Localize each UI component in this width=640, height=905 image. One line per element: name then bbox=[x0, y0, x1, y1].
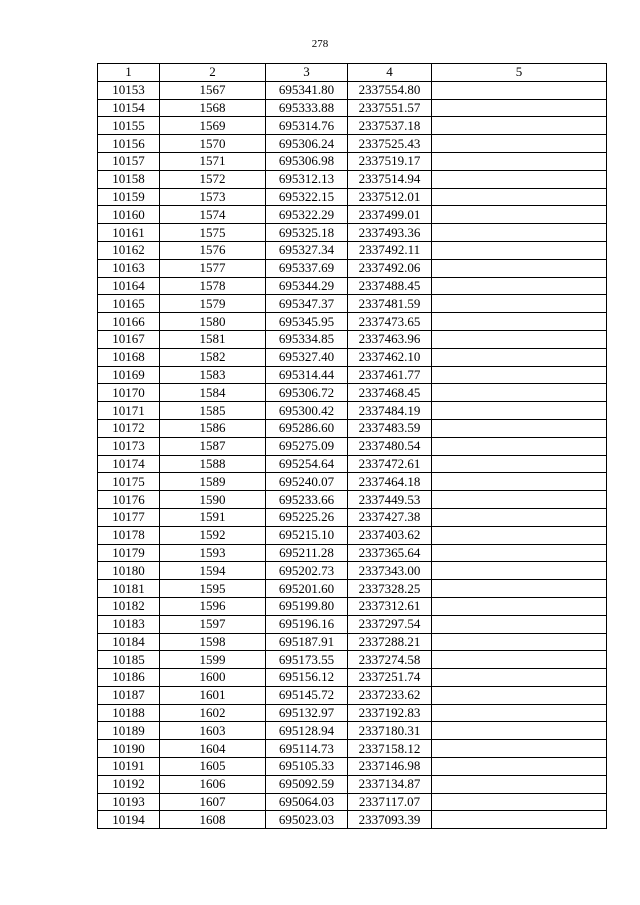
x-coordinate-cell: 695341.80 bbox=[266, 81, 348, 99]
y-coordinate-cell: 2337297.54 bbox=[348, 615, 432, 633]
point-id-cell: 10180 bbox=[98, 562, 160, 580]
note-cell bbox=[432, 206, 607, 224]
note-cell bbox=[432, 419, 607, 437]
note-cell bbox=[432, 793, 607, 811]
column-header-2: 2 bbox=[160, 64, 266, 82]
table-row bbox=[98, 633, 607, 651]
table-row bbox=[98, 544, 607, 562]
point-id-cell: 10183 bbox=[98, 615, 160, 633]
point-number-cell: 1603 bbox=[160, 722, 266, 740]
point-number-cell: 1584 bbox=[160, 384, 266, 402]
point-number-cell: 1585 bbox=[160, 402, 266, 420]
x-coordinate-cell: 695306.24 bbox=[266, 135, 348, 153]
note-cell bbox=[432, 651, 607, 669]
point-id-cell: 10166 bbox=[98, 313, 160, 331]
point-id-cell: 10187 bbox=[98, 686, 160, 704]
x-coordinate-cell: 695306.98 bbox=[266, 152, 348, 170]
note-cell bbox=[432, 669, 607, 687]
note-cell bbox=[432, 295, 607, 313]
x-coordinate-cell: 695275.09 bbox=[266, 437, 348, 455]
point-id-cell: 10175 bbox=[98, 473, 160, 491]
point-id-cell: 10156 bbox=[98, 135, 160, 153]
y-coordinate-cell: 2337251.74 bbox=[348, 669, 432, 687]
point-id-cell: 10184 bbox=[98, 633, 160, 651]
note-cell bbox=[432, 402, 607, 420]
table-row bbox=[98, 135, 607, 153]
point-id-cell: 10167 bbox=[98, 330, 160, 348]
x-coordinate-cell: 695327.34 bbox=[266, 241, 348, 259]
y-coordinate-cell: 2337449.53 bbox=[348, 491, 432, 509]
y-coordinate-cell: 2337492.11 bbox=[348, 241, 432, 259]
table-row bbox=[98, 811, 607, 829]
note-cell bbox=[432, 597, 607, 615]
table-row bbox=[98, 722, 607, 740]
x-coordinate-cell: 695196.16 bbox=[266, 615, 348, 633]
point-number-cell: 1572 bbox=[160, 170, 266, 188]
y-coordinate-cell: 2337403.62 bbox=[348, 526, 432, 544]
table-row bbox=[98, 241, 607, 259]
point-number-cell: 1605 bbox=[160, 758, 266, 776]
point-id-cell: 10177 bbox=[98, 508, 160, 526]
point-id-cell: 10176 bbox=[98, 491, 160, 509]
point-number-cell: 1570 bbox=[160, 135, 266, 153]
y-coordinate-cell: 2337480.54 bbox=[348, 437, 432, 455]
y-coordinate-cell: 2337328.25 bbox=[348, 580, 432, 598]
point-id-cell: 10155 bbox=[98, 117, 160, 135]
x-coordinate-cell: 695199.80 bbox=[266, 597, 348, 615]
y-coordinate-cell: 2337551.57 bbox=[348, 99, 432, 117]
point-id-cell: 10168 bbox=[98, 348, 160, 366]
y-coordinate-cell: 2337158.12 bbox=[348, 740, 432, 758]
point-id-cell: 10174 bbox=[98, 455, 160, 473]
table-row bbox=[98, 455, 607, 473]
note-cell bbox=[432, 740, 607, 758]
point-number-cell: 1582 bbox=[160, 348, 266, 366]
point-number-cell: 1576 bbox=[160, 241, 266, 259]
point-number-cell: 1597 bbox=[160, 615, 266, 633]
point-number-cell: 1598 bbox=[160, 633, 266, 651]
note-cell bbox=[432, 81, 607, 99]
point-number-cell: 1591 bbox=[160, 508, 266, 526]
y-coordinate-cell: 2337484.19 bbox=[348, 402, 432, 420]
table-row bbox=[98, 152, 607, 170]
point-number-cell: 1590 bbox=[160, 491, 266, 509]
y-coordinate-cell: 2337233.62 bbox=[348, 686, 432, 704]
x-coordinate-cell: 695202.73 bbox=[266, 562, 348, 580]
x-coordinate-cell: 695240.07 bbox=[266, 473, 348, 491]
y-coordinate-cell: 2337492.06 bbox=[348, 259, 432, 277]
y-coordinate-cell: 2337288.21 bbox=[348, 633, 432, 651]
note-cell bbox=[432, 99, 607, 117]
point-number-cell: 1606 bbox=[160, 775, 266, 793]
table-row bbox=[98, 419, 607, 437]
point-number-cell: 1574 bbox=[160, 206, 266, 224]
point-id-cell: 10163 bbox=[98, 259, 160, 277]
x-coordinate-cell: 695114.73 bbox=[266, 740, 348, 758]
y-coordinate-cell: 2337481.59 bbox=[348, 295, 432, 313]
column-header-3: 3 bbox=[266, 64, 348, 82]
note-cell bbox=[432, 277, 607, 295]
point-id-cell: 10194 bbox=[98, 811, 160, 829]
note-cell bbox=[432, 615, 607, 633]
y-coordinate-cell: 2337512.01 bbox=[348, 188, 432, 206]
point-number-cell: 1575 bbox=[160, 224, 266, 242]
x-coordinate-cell: 695322.29 bbox=[266, 206, 348, 224]
y-coordinate-cell: 2337463.96 bbox=[348, 330, 432, 348]
point-number-cell: 1577 bbox=[160, 259, 266, 277]
table-row bbox=[98, 330, 607, 348]
x-coordinate-cell: 695306.72 bbox=[266, 384, 348, 402]
x-coordinate-cell: 695128.94 bbox=[266, 722, 348, 740]
table-row bbox=[98, 669, 607, 687]
x-coordinate-cell: 695314.76 bbox=[266, 117, 348, 135]
table-row bbox=[98, 206, 607, 224]
x-coordinate-cell: 695334.85 bbox=[266, 330, 348, 348]
point-id-cell: 10181 bbox=[98, 580, 160, 598]
y-coordinate-cell: 2337525.43 bbox=[348, 135, 432, 153]
y-coordinate-cell: 2337519.17 bbox=[348, 152, 432, 170]
table-header-row bbox=[98, 64, 607, 82]
x-coordinate-cell: 695314.44 bbox=[266, 366, 348, 384]
point-number-cell: 1588 bbox=[160, 455, 266, 473]
table-row bbox=[98, 580, 607, 598]
y-coordinate-cell: 2337117.07 bbox=[348, 793, 432, 811]
table-row bbox=[98, 793, 607, 811]
y-coordinate-cell: 2337146.98 bbox=[348, 758, 432, 776]
note-cell bbox=[432, 544, 607, 562]
table-row bbox=[98, 402, 607, 420]
column-header-4: 4 bbox=[348, 64, 432, 82]
note-cell bbox=[432, 775, 607, 793]
point-id-cell: 10189 bbox=[98, 722, 160, 740]
column-header-5: 5 bbox=[432, 64, 607, 82]
point-number-cell: 1602 bbox=[160, 704, 266, 722]
note-cell bbox=[432, 384, 607, 402]
table-row bbox=[98, 704, 607, 722]
point-number-cell: 1581 bbox=[160, 330, 266, 348]
x-coordinate-cell: 695215.10 bbox=[266, 526, 348, 544]
x-coordinate-cell: 695105.33 bbox=[266, 758, 348, 776]
table-row bbox=[98, 473, 607, 491]
y-coordinate-cell: 2337499.01 bbox=[348, 206, 432, 224]
point-id-cell: 10154 bbox=[98, 99, 160, 117]
y-coordinate-cell: 2337488.45 bbox=[348, 277, 432, 295]
point-id-cell: 10165 bbox=[98, 295, 160, 313]
note-cell bbox=[432, 722, 607, 740]
column-header-1: 1 bbox=[98, 64, 160, 82]
x-coordinate-cell: 695132.97 bbox=[266, 704, 348, 722]
point-number-cell: 1580 bbox=[160, 313, 266, 331]
note-cell bbox=[432, 526, 607, 544]
x-coordinate-cell: 695145.72 bbox=[266, 686, 348, 704]
x-coordinate-cell: 695337.69 bbox=[266, 259, 348, 277]
note-cell bbox=[432, 348, 607, 366]
point-id-cell: 10172 bbox=[98, 419, 160, 437]
table-row bbox=[98, 99, 607, 117]
y-coordinate-cell: 2337554.80 bbox=[348, 81, 432, 99]
point-id-cell: 10186 bbox=[98, 669, 160, 687]
note-cell bbox=[432, 562, 607, 580]
x-coordinate-cell: 695211.28 bbox=[266, 544, 348, 562]
point-id-cell: 10179 bbox=[98, 544, 160, 562]
note-cell bbox=[432, 259, 607, 277]
point-number-cell: 1594 bbox=[160, 562, 266, 580]
x-coordinate-cell: 695344.29 bbox=[266, 277, 348, 295]
x-coordinate-cell: 695345.95 bbox=[266, 313, 348, 331]
point-id-cell: 10159 bbox=[98, 188, 160, 206]
table-body bbox=[98, 64, 607, 829]
y-coordinate-cell: 2337343.00 bbox=[348, 562, 432, 580]
x-coordinate-cell: 695064.03 bbox=[266, 793, 348, 811]
x-coordinate-cell: 695347.37 bbox=[266, 295, 348, 313]
point-number-cell: 1596 bbox=[160, 597, 266, 615]
note-cell bbox=[432, 330, 607, 348]
y-coordinate-cell: 2337093.39 bbox=[348, 811, 432, 829]
table-row bbox=[98, 491, 607, 509]
point-id-cell: 10162 bbox=[98, 241, 160, 259]
y-coordinate-cell: 2337180.31 bbox=[348, 722, 432, 740]
y-coordinate-cell: 2337365.64 bbox=[348, 544, 432, 562]
y-coordinate-cell: 2337537.18 bbox=[348, 117, 432, 135]
y-coordinate-cell: 2337514.94 bbox=[348, 170, 432, 188]
x-coordinate-cell: 695233.66 bbox=[266, 491, 348, 509]
x-coordinate-cell: 695023.03 bbox=[266, 811, 348, 829]
table-row bbox=[98, 740, 607, 758]
note-cell bbox=[432, 758, 607, 776]
note-cell bbox=[432, 580, 607, 598]
note-cell bbox=[432, 170, 607, 188]
point-number-cell: 1595 bbox=[160, 580, 266, 598]
x-coordinate-cell: 695286.60 bbox=[266, 419, 348, 437]
point-number-cell: 1600 bbox=[160, 669, 266, 687]
y-coordinate-cell: 2337192.83 bbox=[348, 704, 432, 722]
x-coordinate-cell: 695173.55 bbox=[266, 651, 348, 669]
point-number-cell: 1579 bbox=[160, 295, 266, 313]
point-number-cell: 1601 bbox=[160, 686, 266, 704]
y-coordinate-cell: 2337472.61 bbox=[348, 455, 432, 473]
note-cell bbox=[432, 117, 607, 135]
note-cell bbox=[432, 633, 607, 651]
point-id-cell: 10190 bbox=[98, 740, 160, 758]
note-cell bbox=[432, 188, 607, 206]
y-coordinate-cell: 2337274.58 bbox=[348, 651, 432, 669]
x-coordinate-cell: 695187.91 bbox=[266, 633, 348, 651]
point-number-cell: 1586 bbox=[160, 419, 266, 437]
point-id-cell: 10178 bbox=[98, 526, 160, 544]
note-cell bbox=[432, 491, 607, 509]
table-row bbox=[98, 562, 607, 580]
point-number-cell: 1608 bbox=[160, 811, 266, 829]
table-row bbox=[98, 313, 607, 331]
point-id-cell: 10173 bbox=[98, 437, 160, 455]
table-row bbox=[98, 277, 607, 295]
table-row bbox=[98, 615, 607, 633]
table-row bbox=[98, 758, 607, 776]
y-coordinate-cell: 2337493.36 bbox=[348, 224, 432, 242]
table-row bbox=[98, 437, 607, 455]
note-cell bbox=[432, 241, 607, 259]
point-number-cell: 1568 bbox=[160, 99, 266, 117]
x-coordinate-cell: 695300.42 bbox=[266, 402, 348, 420]
note-cell bbox=[432, 811, 607, 829]
y-coordinate-cell: 2337312.61 bbox=[348, 597, 432, 615]
point-id-cell: 10182 bbox=[98, 597, 160, 615]
point-number-cell: 1604 bbox=[160, 740, 266, 758]
y-coordinate-cell: 2337473.65 bbox=[348, 313, 432, 331]
y-coordinate-cell: 2337461.77 bbox=[348, 366, 432, 384]
x-coordinate-cell: 695322.15 bbox=[266, 188, 348, 206]
point-number-cell: 1593 bbox=[160, 544, 266, 562]
point-number-cell: 1589 bbox=[160, 473, 266, 491]
x-coordinate-cell: 695327.40 bbox=[266, 348, 348, 366]
note-cell bbox=[432, 135, 607, 153]
table-row bbox=[98, 366, 607, 384]
y-coordinate-cell: 2337483.59 bbox=[348, 419, 432, 437]
coordinates-table bbox=[97, 63, 607, 829]
y-coordinate-cell: 2337468.45 bbox=[348, 384, 432, 402]
note-cell bbox=[432, 224, 607, 242]
x-coordinate-cell: 695156.12 bbox=[266, 669, 348, 687]
point-id-cell: 10171 bbox=[98, 402, 160, 420]
y-coordinate-cell: 2337462.10 bbox=[348, 348, 432, 366]
point-number-cell: 1583 bbox=[160, 366, 266, 384]
note-cell bbox=[432, 473, 607, 491]
point-id-cell: 10160 bbox=[98, 206, 160, 224]
point-id-cell: 10161 bbox=[98, 224, 160, 242]
table-row bbox=[98, 508, 607, 526]
note-cell bbox=[432, 437, 607, 455]
point-id-cell: 10188 bbox=[98, 704, 160, 722]
note-cell bbox=[432, 704, 607, 722]
table-row bbox=[98, 81, 607, 99]
table-row bbox=[98, 597, 607, 615]
table-row bbox=[98, 295, 607, 313]
table-row bbox=[98, 259, 607, 277]
x-coordinate-cell: 695325.18 bbox=[266, 224, 348, 242]
point-id-cell: 10164 bbox=[98, 277, 160, 295]
y-coordinate-cell: 2337427.38 bbox=[348, 508, 432, 526]
note-cell bbox=[432, 455, 607, 473]
table-row bbox=[98, 775, 607, 793]
point-number-cell: 1573 bbox=[160, 188, 266, 206]
table-row bbox=[98, 686, 607, 704]
point-number-cell: 1607 bbox=[160, 793, 266, 811]
point-id-cell: 10193 bbox=[98, 793, 160, 811]
x-coordinate-cell: 695225.26 bbox=[266, 508, 348, 526]
point-id-cell: 10192 bbox=[98, 775, 160, 793]
point-number-cell: 1567 bbox=[160, 81, 266, 99]
x-coordinate-cell: 695201.60 bbox=[266, 580, 348, 598]
point-number-cell: 1599 bbox=[160, 651, 266, 669]
table-row bbox=[98, 170, 607, 188]
point-number-cell: 1578 bbox=[160, 277, 266, 295]
point-number-cell: 1587 bbox=[160, 437, 266, 455]
table-row bbox=[98, 224, 607, 242]
table-row bbox=[98, 117, 607, 135]
point-id-cell: 10170 bbox=[98, 384, 160, 402]
point-id-cell: 10153 bbox=[98, 81, 160, 99]
point-id-cell: 10191 bbox=[98, 758, 160, 776]
x-coordinate-cell: 695092.59 bbox=[266, 775, 348, 793]
note-cell bbox=[432, 366, 607, 384]
note-cell bbox=[432, 152, 607, 170]
table-row bbox=[98, 188, 607, 206]
point-number-cell: 1592 bbox=[160, 526, 266, 544]
y-coordinate-cell: 2337464.18 bbox=[348, 473, 432, 491]
point-id-cell: 10169 bbox=[98, 366, 160, 384]
x-coordinate-cell: 695333.88 bbox=[266, 99, 348, 117]
table-row bbox=[98, 348, 607, 366]
x-coordinate-cell: 695254.64 bbox=[266, 455, 348, 473]
point-number-cell: 1571 bbox=[160, 152, 266, 170]
note-cell bbox=[432, 508, 607, 526]
page-number: 278 bbox=[311, 38, 329, 50]
note-cell bbox=[432, 686, 607, 704]
table-row bbox=[98, 651, 607, 669]
point-number-cell: 1569 bbox=[160, 117, 266, 135]
point-id-cell: 10185 bbox=[98, 651, 160, 669]
point-id-cell: 10157 bbox=[98, 152, 160, 170]
note-cell bbox=[432, 313, 607, 331]
table-row bbox=[98, 526, 607, 544]
y-coordinate-cell: 2337134.87 bbox=[348, 775, 432, 793]
point-id-cell: 10158 bbox=[98, 170, 160, 188]
table-row bbox=[98, 384, 607, 402]
x-coordinate-cell: 695312.13 bbox=[266, 170, 348, 188]
